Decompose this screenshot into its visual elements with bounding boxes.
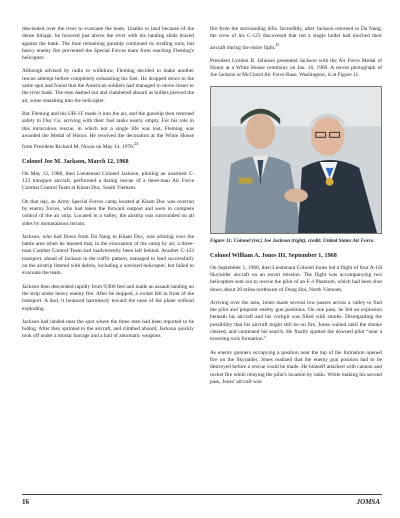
journal-name: JOMSA xyxy=(356,498,380,506)
footnote-ref: 25 xyxy=(275,41,280,47)
figure-photo xyxy=(210,86,382,234)
footer-rule xyxy=(22,494,382,495)
right-column xyxy=(210,26,382,392)
paragraph xyxy=(22,111,194,151)
paragraph xyxy=(210,26,382,52)
paragraph: Jackson then descended rapidly from 9,000 feet and made an assault landing on the strip under heavy enemy fire. After he stopped, a rocket fell in front of the transport. A dud, it bounced harmlessly toward the nose of the plane without exploding. xyxy=(22,283,194,312)
left-column xyxy=(22,26,194,347)
photo-illustration xyxy=(211,87,381,233)
paragraph xyxy=(22,68,194,104)
paragraph: descended over the river to evacuate the team. Unable to land because of the dense foliage, he hovered just above the river with his landing skids braced against the bank. The lone remaining gunship continued its strafing runs, but heavy enemy fire prevented the Special Forces team from reaching Fleming's helicopter. xyxy=(22,26,194,62)
paragraph: Jackson had landed near the spot where the three men had been reported to be hiding. After they sprinted to the aircraft, and climbed aboard, Jackson quickly took off under a mortar barrage and a hail of automatic weapons xyxy=(22,318,194,340)
paragraph: On that day, an Army Special Forces camp located at Kham Duc was overrun by enemy forces, who had taken the forward outpost and were in complete control of the air strip. Located in a valley, the airstrip was surrounded on all sides by mountainous terrain. xyxy=(22,198,194,227)
paragraph: On September 1, 1968, then Lieutenant Colonel Jones led a flight of four A-1H Skyraider aircraft on an escort mission. The flight was accompanying two helicopters sent out to rescue the pilot of an F-4 Phantom, which had been shot down about 20 miles northwest of Dong Hoi, North Vietnam. xyxy=(210,264,382,293)
paragraph: On May 12, 1968, then Lieutenant Colonel Jackson, piloting an unarmed C-123 transport aircraft, performed a daring rescue of a three-man Air Force Combat Control Team at Kham Duc, South Vietnam. xyxy=(22,170,194,192)
paragraph-text: Although advised by radio to withdraw, Fleming decided to make another rescue attempt before completely exhausting his fuel. He dropped down to the same spot and found that the American soldiers had managed to move closer to the river bank. The men dashed out and clambered aboard as bullets pierced the air, some smashing into the helicopter. xyxy=(22,68,194,104)
figure-caption: Figure 11: Colonel (ret.) Joe Jackson (right), credit: United States Air Force. xyxy=(210,237,375,244)
paragraph: Jackson, who had flown from Da Nang to Kham Duc, was orbiting over the battle area when he learned that, in the evacuation of the camp by air, a three-man Combat Control Team had inadvertently been left behind. Another C-123 transport, ahead of Jackson in the traffic pattern, managed to land successfully on the airstrip littered with debris, including a wrecked helicopter, but failed to evacuate the team. xyxy=(22,233,194,277)
paragraph: President Lyndon B. Johnson presented Jackson with the Air Force Medal of Honor at a White House ceremony on Jan. 16, 1969. A recent photograph of Joe Jackson at McChord Air Force Base, Washington, is at Figure 11. xyxy=(210,57,382,79)
paragraph-text: But Fleming and his UH-1F made it into the air, and the gunship then returned safely to Duc Co, arriving with their fuel tanks nearly empty. For his role in this miraculous rescue, in which not a single life was lost, Fleming was awarded the Medal of Honor. He received the decoration at the White House from President Richard M. Nixon on May 14, 1970. xyxy=(22,110,194,150)
page-number: 16 xyxy=(22,498,29,506)
section-heading: Colonel William A. Jones III, September 1, 1968 xyxy=(210,252,337,260)
section-heading: Colonel Joe M. Jackson, March 12, 1968 xyxy=(22,158,129,166)
paragraph: Arriving over the area, Jones made several low passes across a valley to find the pilot and pinpoint enemy gun positions. On one pass, he felt an explosion beneath his aircraft and his cockpit was filled with smoke. Disregarding the possibility that his aircraft might still be on fire, Jones waited until the smoke cleared, and continued his search. He finally spotted the downed pilot “near a towering rock formation.” xyxy=(210,299,382,343)
paragraph-text: fire from the surrounding hills. Incredibly, after Jackson returned to Da Nang, the crew of his C-123 discovered that not a single bullet had touched their aircraft during the entire fight. xyxy=(210,26,382,51)
paragraph: As enemy gunners occupying a position near the top of the formation opened fire on the Skyraider, Jones realized that the enemy gun position had to be destroyed before a rescue could be made. He himself attacked with cannon and rocket fire while relaying the pilot's location by radio. While making his second pass, Jones' aircraft was xyxy=(210,349,382,385)
footnote-ref: 24 xyxy=(134,141,139,147)
